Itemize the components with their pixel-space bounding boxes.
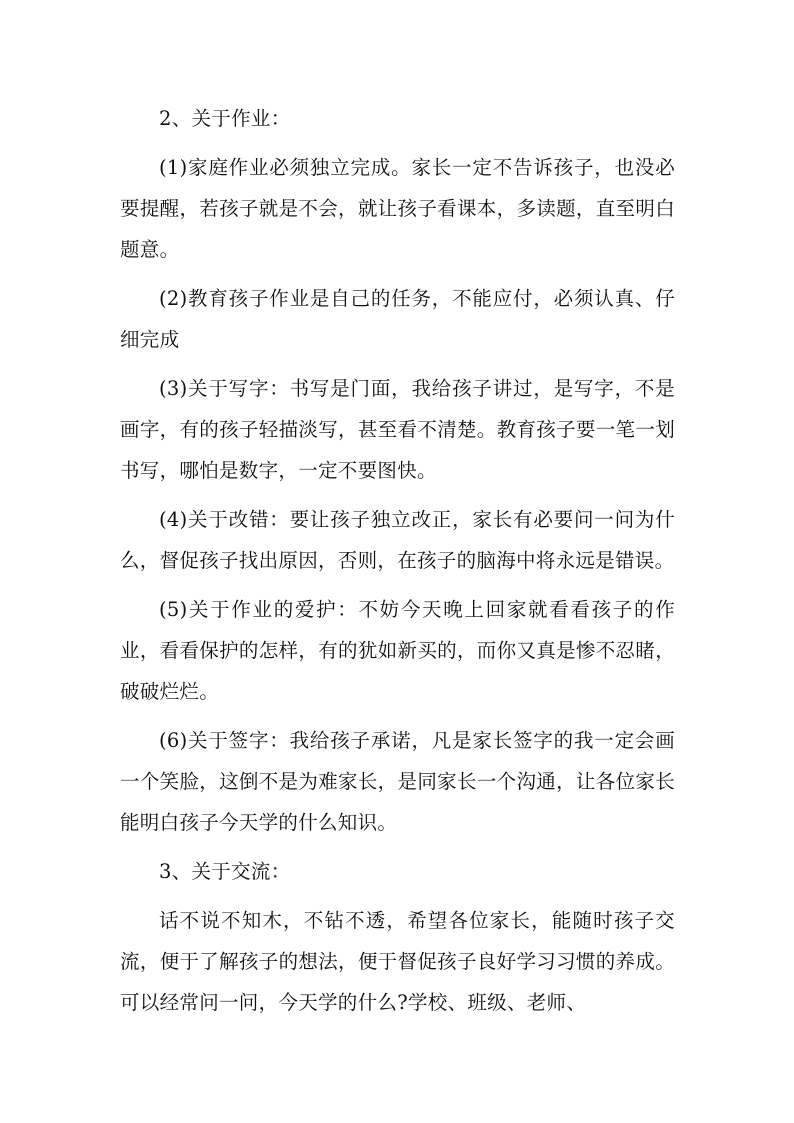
section-heading-homework: 2、关于作业： (159, 107, 291, 130)
paragraph-communication: 话不说不知木，不钻不透，希望各位家长，能随时孩子交流，便于了解孩子的想法，便于督促孩子良好学习习惯的养成。可以经常问一问，今天学的什么?学校、班级、老师、 (120, 909, 675, 1014)
paragraph-corrections: (4)关于改错：要让孩子独立改正，家长有必要问一问为什么，督促孩子找出原因，否则，在孩子的脑海中将永远是错误。 (120, 508, 675, 572)
paragraph-care-of-homework: (5)关于作业的爱护：不妨今天晚上回家就看看孩子的作业，看看保护的怎样，有的犹如新买的，而你又真是惨不忍睹，破破烂烂。 (120, 598, 675, 703)
paragraph-handwriting: (3)关于写字：书写是门面，我给孩子讲过，是写字，不是画字，有的孩子轻描淡写，甚至看不清楚。教育孩子要一笔一划书写，哪怕是数字，一定不要图快。 (120, 377, 675, 482)
paragraph-signature: (6)关于签字：我给孩子承诺，凡是家长签字的我一定会画一个笑脸，这倒不是为难家长，是同家长一个沟通，让各位家长能明白孩子今天学的什么知识。 (120, 729, 675, 834)
paragraph-independent-homework: (1)家庭作业必须独立完成。家长一定不告诉孩子，也没必要提醒，若孩子就是不会，就让孩子看课本，多读题，直至明白题意。 (120, 156, 675, 261)
paragraph-homework-responsibility: (2)教育孩子作业是自己的任务，不能应付，必须认真、仔细完成 (120, 287, 675, 351)
document-body (120, 98, 675, 1031)
section-heading-communication: 3、关于交流： (159, 860, 291, 883)
